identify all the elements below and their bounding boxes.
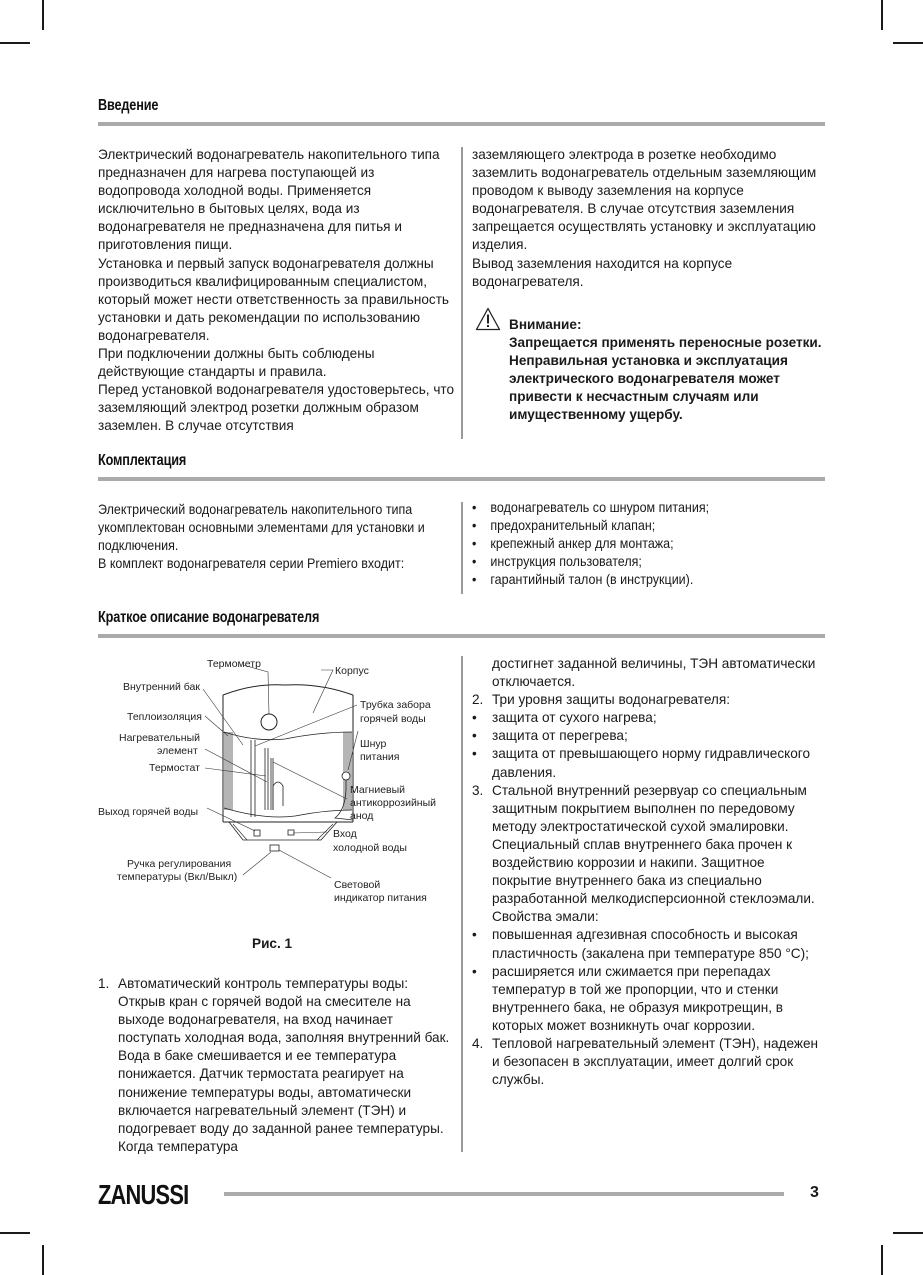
label-anode: Магниевый [350, 784, 406, 796]
label-heater: элемент [157, 745, 198, 757]
numbered-item: 3. Стальной внутренний резервуар со специальным защитным покрытием выполнен по передовому методу электростатической сухой эмалировки. [472, 782, 807, 834]
footer-rule [224, 1192, 784, 1196]
list-item: • крепежный анкер для монтажа; [472, 536, 674, 552]
label-cord: Шнур [360, 738, 387, 750]
crop-mark [0, 42, 30, 44]
paragraph: Перед установкой водонагревателя удостоверьтесь, что заземляющий электрод розетки должным образом заземлен. В случае отсутствия [98, 382, 455, 434]
water-heater-illustration [95, 650, 460, 920]
label-hot-pipe: Трубка забора [360, 699, 431, 711]
list-item: • гарантийный талон (в инструкции). [472, 572, 694, 588]
description-list [472, 691, 827, 836]
numbered-item: 2. Три уровня защиты водонагревателя: [472, 692, 730, 708]
label-cold-in: Вход [333, 828, 357, 840]
warning-title: Внимание: [509, 317, 582, 332]
section-rule [98, 634, 825, 638]
paragraph: Специальный сплав внутреннего бака прочен к воздействию коррозии и накипи. Защитное покрытие внутреннего бака из специально разработанной мелкодисперсионной стеклоэмали. [492, 836, 815, 907]
warning-block [509, 316, 829, 425]
crop-mark [0, 1232, 30, 1234]
label-knob: Ручка регулирования [127, 858, 232, 870]
label-thermometer: Термометр [207, 658, 261, 670]
numbered-item: 4. Тепловой нагревательный элемент (ТЭН), надежен и безопасен в эксплуатации, имеет долгий срок службы. [472, 1035, 819, 1088]
list-item: • инструкция пользователя; [472, 554, 642, 570]
warning-triangle-icon [475, 307, 501, 331]
label-indicator: Световой [334, 879, 381, 891]
label-cold-in: холодной воды [333, 842, 407, 854]
page-number: 3 [810, 1184, 819, 1201]
label-insulation: Теплоизоляция [127, 711, 202, 723]
list-item: • повышенная адгезивная способность и высокая пластичность (закалена при температуре 850 °C); [472, 927, 809, 961]
figure-caption: Рис. 1 [252, 936, 293, 951]
section-title-description: Краткое описание водонагревателя [98, 609, 320, 626]
warning-line: Запрещается применять переносные розетки. [509, 335, 822, 351]
description-numbered-list [98, 975, 458, 1156]
paragraph: Установка и первый запуск водонагревателя должны производиться квалифицированным специалистом, который может нести ответственность за правильность установки и дать рекомендации по использованию водонагревателя. [98, 255, 450, 343]
label-hot-pipe: горячей воды [360, 713, 426, 725]
label-anode: антикоррозийный [350, 797, 437, 809]
numbered-item: 1. Автоматический контроль температуры воды: Открыв кран с горячей водой на смесителе на выходе водонагревателя, на вход начинает поступать холодная вода, заполняя внутренний бак. Вода в баке смешивается и ее температура понижается. Датчик термостата реагирует на понижение температуры воды, автоматически включается нагревательный элемент (ТЭН) и подогревает воду до заданной ранее температуры. Когда температура [98, 976, 450, 1154]
column-divider [461, 656, 463, 1152]
label-knob: температуры (Вкл/Выкл) [117, 871, 238, 883]
section-title-kit: Комплектация [98, 452, 187, 469]
label-indicator: индикатор питания [334, 892, 427, 904]
paragraph: Электрический водонагреватель накопительного типа предназначен для нагрева поступающей из водопровода холодной воды. Применяется исключительно в бытовых целях, вода из водонагревателя не предназначена для питья и приготовления пищи. [98, 147, 440, 253]
crop-mark [42, 0, 44, 30]
paragraph: При подключении должны быть соблюдены действующие стандарты и правила. [98, 346, 375, 380]
paragraph: Свойства эмали: [492, 909, 599, 925]
description-right-column [472, 655, 827, 1089]
section-rule [98, 477, 825, 481]
paragraph: Электрический водонагреватель накопительного типа укомплектован основными элементами для установки и подключения. [98, 502, 425, 554]
list-item: • защита от перегрева; [472, 728, 628, 744]
crop-mark [881, 0, 883, 30]
list-item: • водонагреватель со шнуром питания; [472, 500, 710, 515]
label-hot-out: Выход горячей воды [98, 806, 199, 818]
kit-right-column [472, 499, 827, 589]
label-body: Корпус [335, 665, 369, 677]
kit-left-column [98, 501, 458, 573]
list-item: • защита от превышающего норму гидравлического давления. [472, 746, 811, 780]
label-inner-tank: Внутренний бак [123, 681, 200, 693]
column-divider [461, 147, 463, 439]
intro-left-column [98, 146, 458, 436]
crop-mark [42, 1245, 44, 1275]
label-anode: анод [350, 810, 374, 822]
description-left-column [98, 975, 458, 1156]
water-heater-diagram [95, 650, 460, 920]
list-item: • предохранительный клапан; [472, 518, 656, 534]
section-rule [98, 122, 825, 126]
kit-list [472, 499, 825, 589]
crop-mark [881, 1245, 883, 1275]
label-heater: Нагревательный [119, 732, 200, 744]
paragraph: заземляющего электрода в розетке необходимо заземлить водонагреватель отдельным заземляющим проводом к выводу заземления на корпусе водонагревателя. В случае отсутствия заземления запрещается осуществлять установку и эксплуатацию изделия. [472, 147, 817, 253]
paragraph: достигнет заданной величины, ТЭН автоматически отключается. [492, 656, 816, 690]
list-item: • защита от сухого нагрева; [472, 710, 657, 726]
paragraph: В комплект водонагревателя серии Premiero входит: [98, 556, 405, 572]
label-cord: питания [360, 751, 400, 763]
column-divider [461, 502, 463, 594]
enamel-list [472, 926, 827, 1089]
crop-mark [893, 42, 923, 44]
section-title-intro: Введение [98, 97, 159, 114]
intro-right-column [472, 146, 827, 291]
paragraph: Вывод заземления находится на корпусе водонагревателя. [472, 255, 733, 289]
warning-line: Неправильная установка и эксплуатация электрического водонагревателя может привести к несчастным случаям или имущественному ущербу. [509, 353, 788, 423]
label-thermostat: Термостат [149, 762, 200, 774]
crop-mark [893, 1232, 923, 1234]
brand-logo: ZANUSSI [98, 1179, 189, 1210]
list-item: • расширяется или сжимается при перепадах температур в той же пропорции, что и стенки внутреннего бака, не образуя микротрещин, в которых может возникнуть очаг коррозии. [472, 963, 783, 1033]
